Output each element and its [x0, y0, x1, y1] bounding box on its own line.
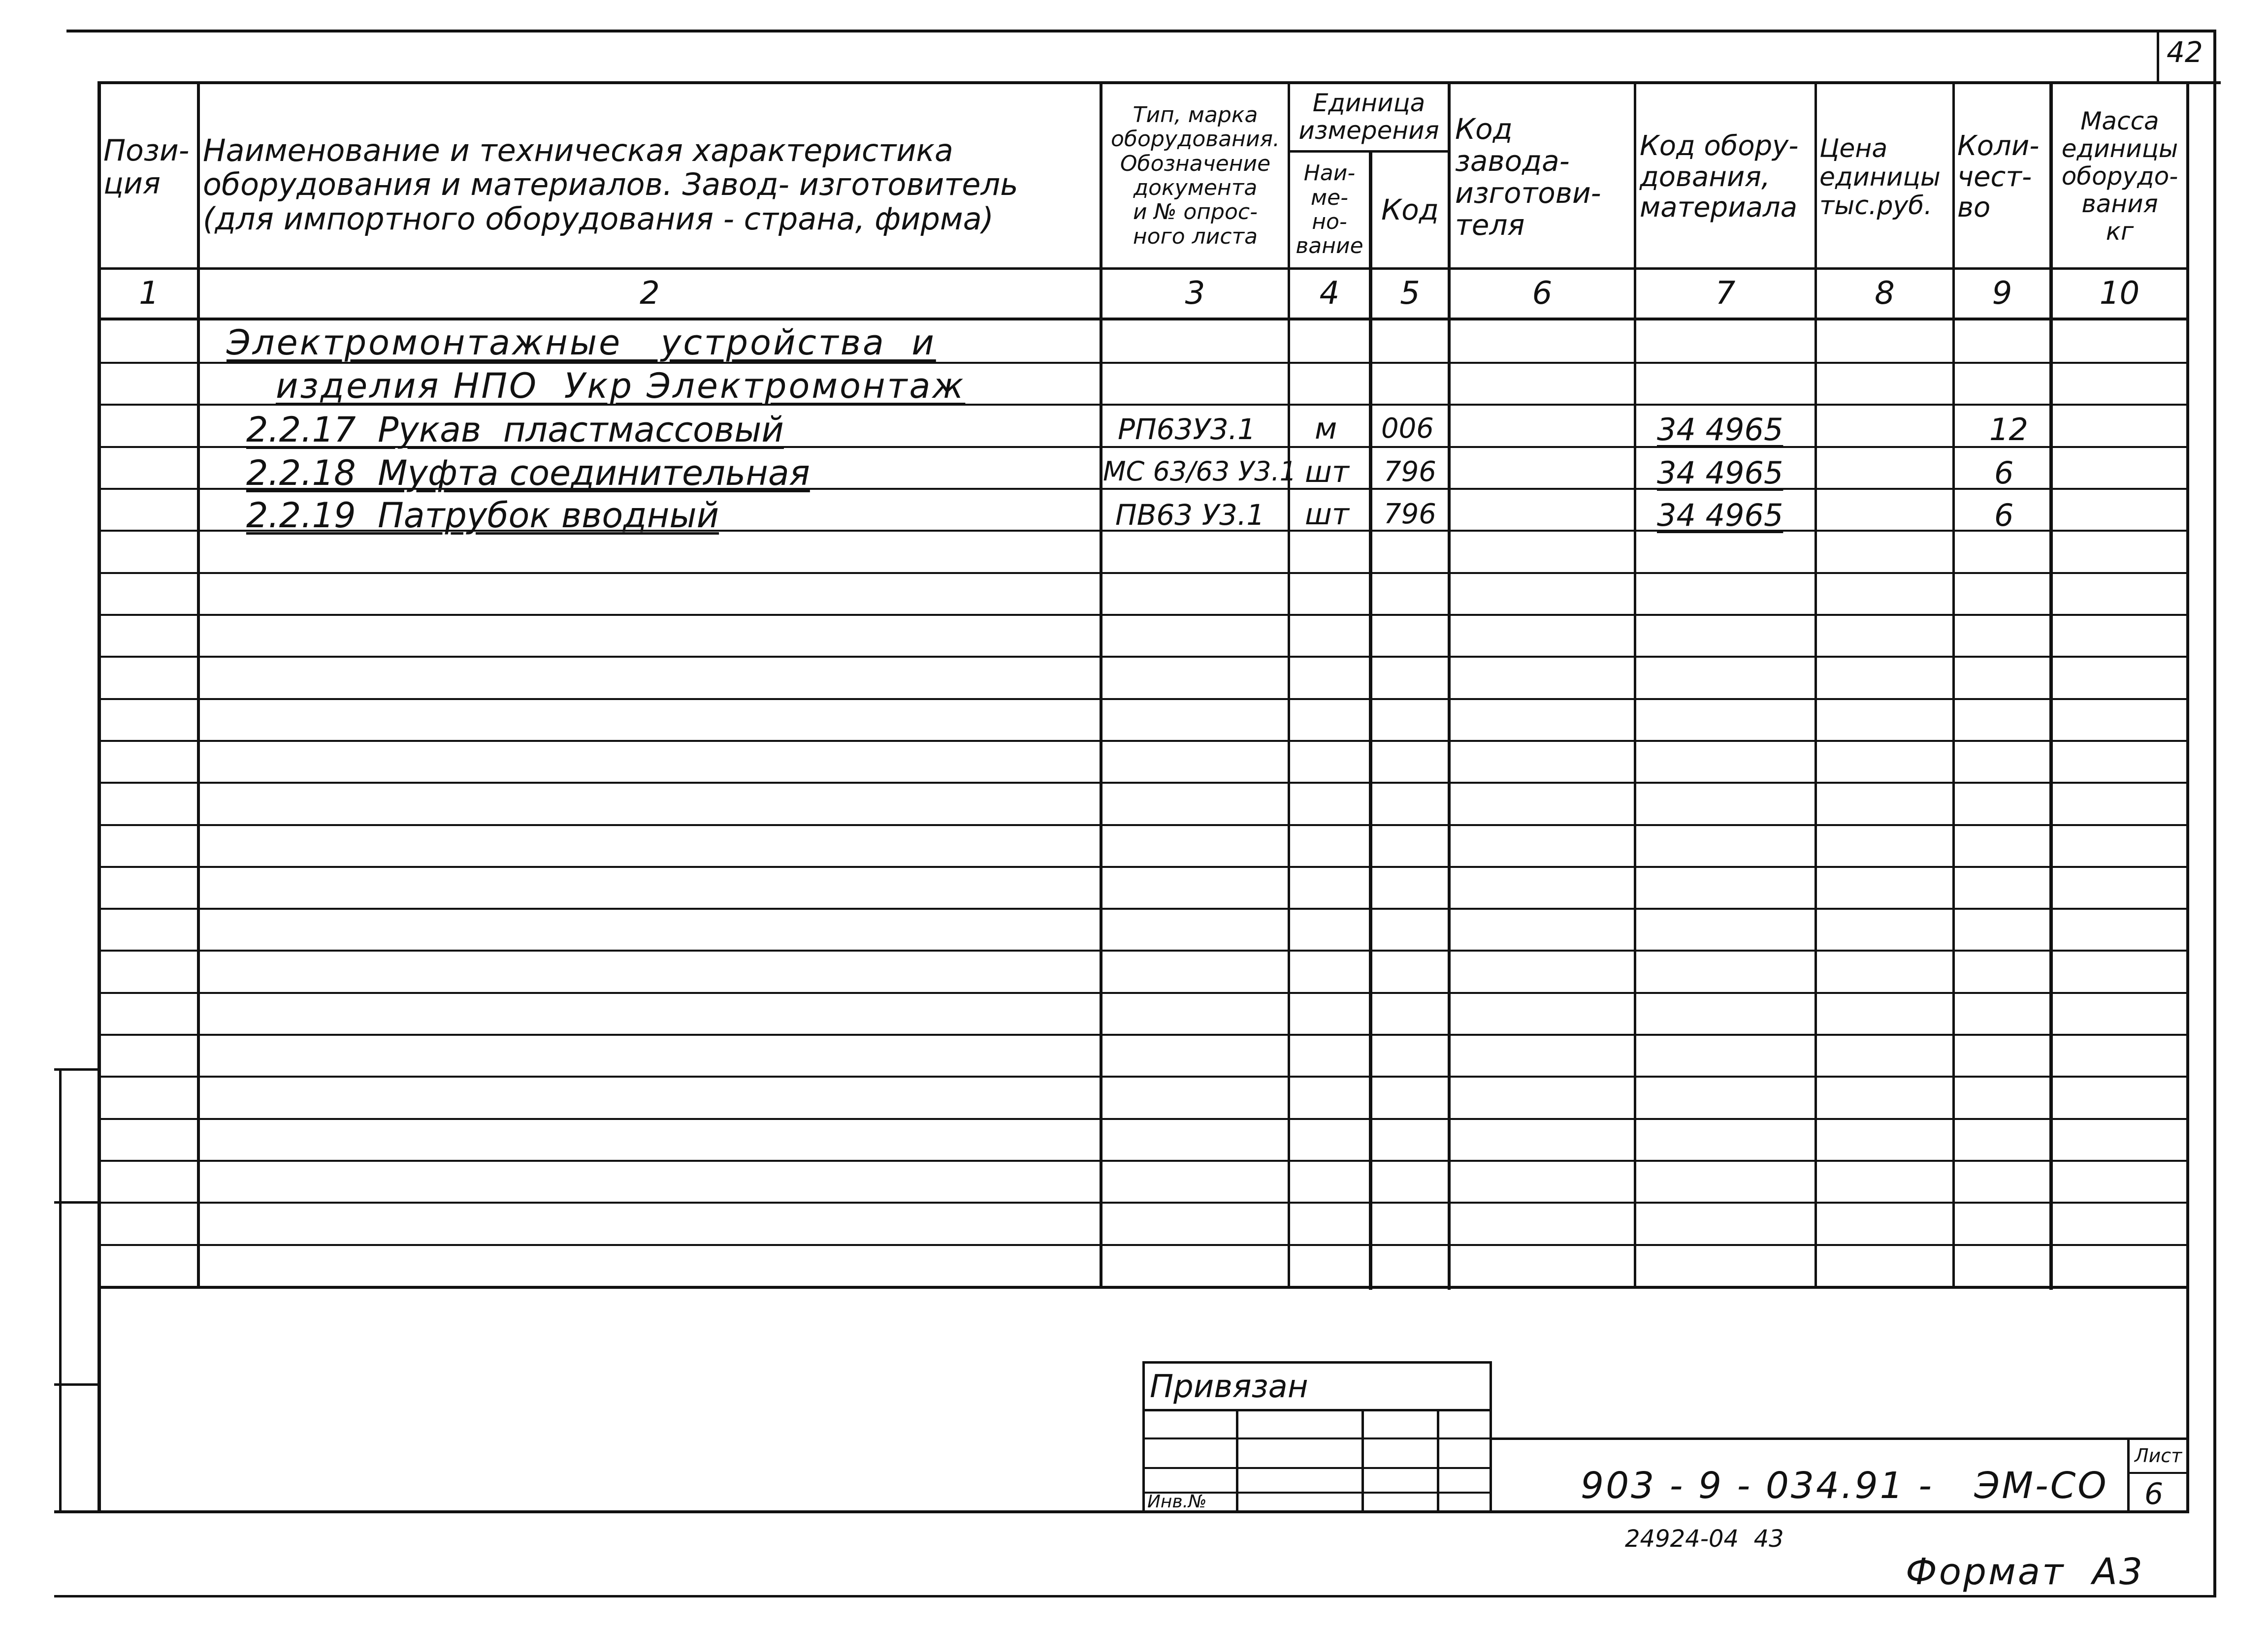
table-row-line: [98, 866, 2189, 868]
inner-top-border: [98, 81, 2221, 84]
row-code: 006: [1381, 413, 1434, 445]
sheet-label: Лист: [2135, 1445, 2182, 1467]
section-title-line2: изделия НПО Укр Электромонтаж: [276, 366, 966, 406]
top-border: [66, 30, 2213, 32]
stamp-line: [1142, 1467, 1492, 1469]
col-line: [2049, 81, 2053, 1290]
header-mass: Масса единицы оборудо- вания кг: [2061, 106, 2178, 246]
header-position: Пози- ция: [103, 133, 190, 201]
header-unit-code: Код: [1381, 192, 1439, 226]
table-row-line: [98, 614, 2189, 616]
column-number: 7: [1715, 275, 1736, 312]
row-unit: шт: [1305, 497, 1349, 532]
header-unit-group: Единица измерения: [1298, 89, 1439, 145]
col-line: [1634, 81, 1636, 1287]
row-code: 796: [1384, 498, 1436, 530]
binding-strip-tick: [54, 1068, 101, 1071]
table-row-line: [98, 572, 2189, 574]
header-unit-name: Наи- ме- но- вание: [1296, 160, 1363, 259]
binding-strip-tick: [54, 1383, 101, 1386]
sheet-box-line: [2127, 1472, 2186, 1474]
colnum-bottom-line: [98, 318, 2189, 320]
stamp-tied-label: Привязан: [1150, 1369, 1308, 1405]
header-quantity: Коли- чест- во: [1957, 129, 2040, 224]
bottom-border: [54, 1510, 2189, 1513]
section-title-line1: Электромонтажные устройства и: [227, 322, 936, 363]
table-row-line: [98, 1076, 2189, 1078]
col-line: [197, 81, 200, 1287]
form-right-border: [2186, 81, 2189, 1511]
table-row-line: [98, 908, 2189, 910]
left-border: [97, 81, 101, 1511]
table-row-line: [98, 950, 2189, 952]
row-qty: 6: [1994, 497, 2014, 533]
column-number: 1: [139, 275, 159, 312]
row-code: 796: [1384, 456, 1436, 488]
col-line: [1952, 81, 1955, 1287]
table-row-line: [98, 992, 2189, 994]
header-name: Наименование и техническая характеристика оборудования и материалов. Завод- изготовитель (для импортного оборудования - страна, фирма): [203, 132, 1018, 237]
table-row-line: [98, 698, 2189, 700]
row-equip-code: 34 4965: [1657, 497, 1783, 533]
stamp-inv-label: Инв.№: [1147, 1492, 1207, 1512]
binding-strip-tick: [54, 1201, 101, 1204]
row-equip-code: 34 4965: [1657, 412, 1783, 447]
header-type: Тип, марка оборудования. Обозначение документа и № опрос- ного листа: [1111, 102, 1280, 249]
table-row-line: [98, 1118, 2189, 1120]
header-factory-code: Код завода- изготови- теля: [1455, 112, 1601, 242]
sheet-number: 6: [2144, 1477, 2164, 1511]
column-number: 6: [1532, 275, 1553, 312]
table-row-line: [98, 1244, 2189, 1246]
table-row-line: [98, 824, 2189, 826]
table-row-line: [98, 656, 2189, 658]
row-type: РП63У3.1: [1118, 413, 1256, 446]
column-number: 9: [1992, 275, 2012, 312]
archive-number: 24924-04 43: [1625, 1525, 1784, 1553]
title-block-line: [1492, 1437, 2189, 1440]
row-type: МС 63/63 У3.1: [1103, 456, 1297, 487]
row-qty: 6: [1994, 455, 2014, 491]
table-row-line: [98, 1160, 2189, 1162]
table-row-line: [98, 1034, 2189, 1036]
column-number: 3: [1185, 275, 1205, 312]
header-price: Цена единицы тыс.руб.: [1819, 133, 1941, 221]
row-name: 2.2.19 Патрубок вводный: [246, 495, 719, 536]
column-number: 5: [1400, 275, 1420, 312]
column-number: 4: [1319, 275, 1340, 312]
binding-strip-line: [59, 1068, 62, 1511]
row-name: 2.2.18 Муфта соединительная: [246, 453, 810, 493]
column-number: 2: [640, 275, 660, 312]
col-line: [1448, 81, 1451, 1290]
stamp-line: [1142, 1409, 1492, 1411]
row-type: ПВ63 У3.1: [1115, 498, 1265, 532]
row-equip-code: 34 4965: [1657, 455, 1783, 491]
row-name: 2.2.17 Рукав пластмассовый: [246, 410, 784, 450]
format-label: Формат А3: [1906, 1551, 2144, 1593]
column-number: 8: [1875, 275, 1895, 312]
col-line: [1100, 81, 1102, 1287]
document-designation: 903 - 9 - 034.91 - ЭМ-СО: [1581, 1465, 2108, 1507]
row-unit: м: [1315, 412, 1337, 446]
column-number: 10: [2099, 275, 2140, 312]
corner-number: 42: [2167, 35, 2203, 69]
header-equipment-code: Код обору- дования, материала: [1640, 129, 1799, 224]
format-line: [54, 1595, 2216, 1597]
table-row-line: [98, 740, 2189, 742]
col-line: [1814, 81, 1817, 1287]
row-qty: 12: [1989, 412, 2028, 447]
stamp-line: [1142, 1437, 1492, 1439]
table-row-line: [98, 782, 2189, 784]
stamp-vline: [1236, 1409, 1238, 1511]
stamp-vline: [1437, 1409, 1439, 1511]
row-unit: шт: [1305, 455, 1349, 489]
table-bottom-line: [98, 1286, 2189, 1289]
stamp-vline: [1361, 1409, 1364, 1511]
right-outer-border: [2213, 30, 2216, 1597]
table-row-line: [98, 1202, 2189, 1204]
